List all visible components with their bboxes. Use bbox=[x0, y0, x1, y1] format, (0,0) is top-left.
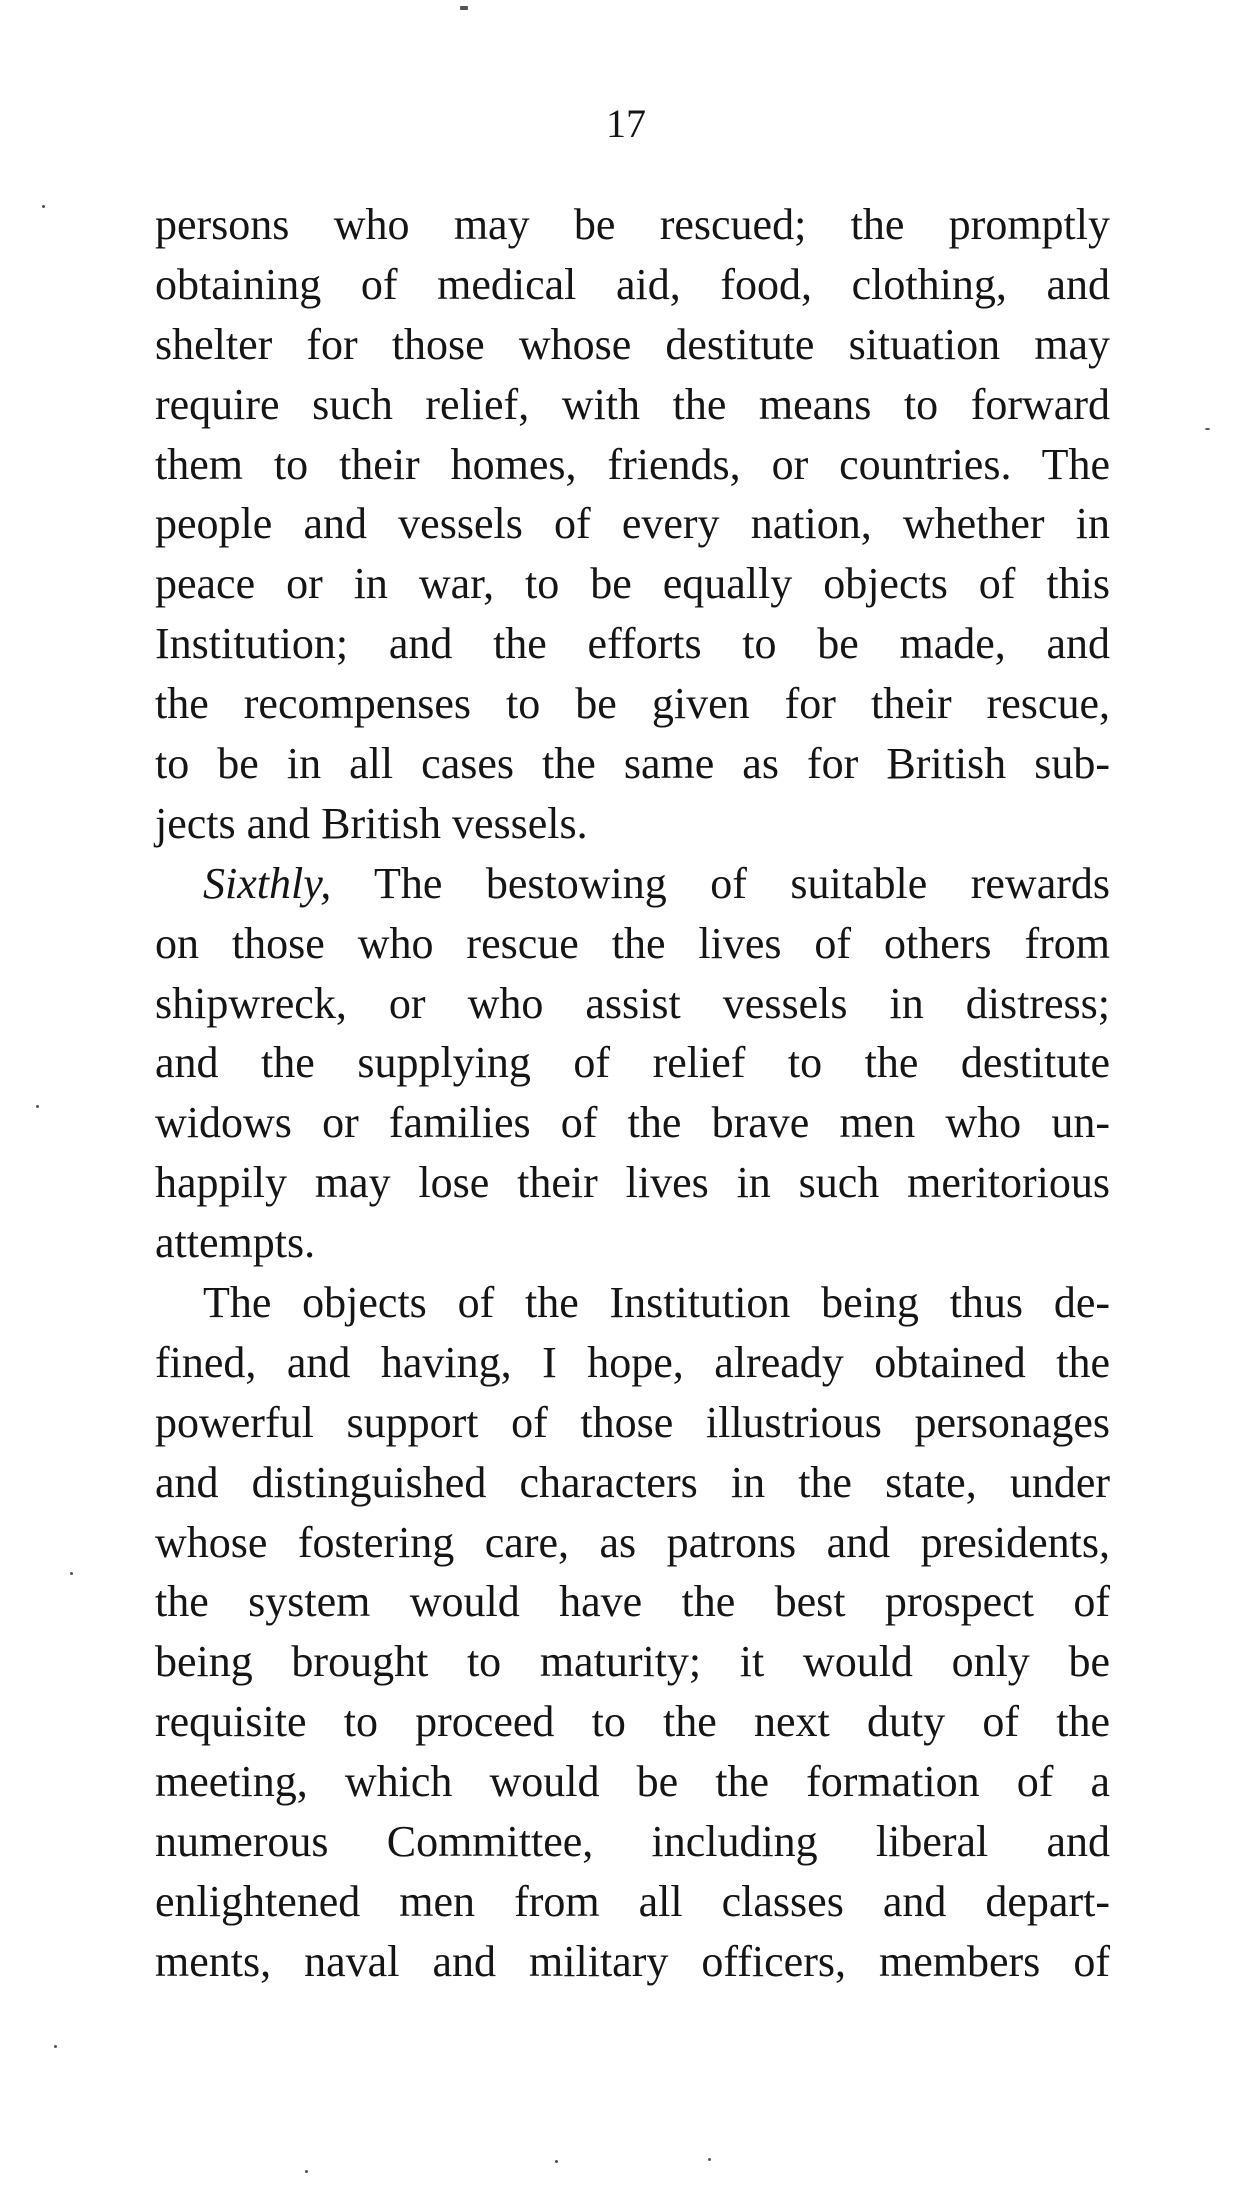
text-line: peace or in war, to be equally objects of this bbox=[155, 559, 1110, 609]
text-line: to be in all cases the same as for British sub- bbox=[155, 739, 1110, 789]
text-line: the recompenses to be given for their rescue, bbox=[155, 679, 1110, 729]
text-line: widows or families of the brave men who un- bbox=[155, 1098, 1110, 1148]
text-line: The objects of the Institution being thus de- bbox=[203, 1278, 1110, 1328]
text-line: happily may lose their lives in such meritorious bbox=[155, 1158, 1110, 1208]
text-line: fined, and having, I hope, already obtained the bbox=[155, 1337, 1110, 1387]
italic-heading-word: Sixthly, bbox=[203, 858, 332, 908]
text-line: persons who may be rescued; the promptly bbox=[155, 200, 1110, 249]
scan-speck bbox=[36, 1105, 39, 1108]
text-line: Institution; and the efforts to be made, and bbox=[155, 619, 1110, 669]
text-line: jects and British vessels. bbox=[155, 798, 588, 848]
text-line: on those who rescue the lives of others from bbox=[155, 918, 1110, 968]
text-line: numerous Committee, including liberal and bbox=[155, 1817, 1110, 1867]
text-line: require such relief, with the means to forward bbox=[155, 379, 1110, 429]
scan-speck bbox=[555, 2160, 558, 2163]
scan-speck bbox=[42, 205, 45, 208]
scan-speck bbox=[70, 1572, 73, 1575]
scan-speck bbox=[305, 2170, 308, 2173]
text-line: shipwreck, or who assist vessels in distress; bbox=[155, 978, 1110, 1028]
text-line: and distinguished characters in the state, under bbox=[155, 1457, 1110, 1507]
text-line: powerful support of those illustrious personages bbox=[155, 1397, 1110, 1447]
text-run: The bestowing of suitable rewards bbox=[331, 858, 1110, 908]
scan-speck bbox=[54, 2045, 57, 2048]
text-line bbox=[155, 854, 1110, 914]
text-line: meeting, which would be the formation of a bbox=[155, 1757, 1110, 1807]
scan-speck bbox=[708, 2158, 711, 2161]
text-line: and the supplying of relief to the destitute bbox=[155, 1038, 1110, 1088]
body-text bbox=[155, 195, 1110, 1992]
text-line: ments, naval and military officers, members of bbox=[155, 1936, 1110, 1986]
text-line: people and vessels of every nation, whether in bbox=[155, 499, 1110, 549]
text-line: shelter for those whose destitute situation may bbox=[155, 319, 1110, 369]
text-line: them to their homes, friends, or countries. The bbox=[155, 439, 1110, 489]
text-line: the system would have the best prospect of bbox=[155, 1577, 1110, 1627]
text-line: attempts. bbox=[155, 1218, 316, 1268]
text-line: enlightened men from all classes and depart- bbox=[155, 1876, 1110, 1926]
scan-speck bbox=[460, 6, 468, 10]
text-line: being brought to maturity; it would only be bbox=[155, 1637, 1110, 1687]
text-line: obtaining of medical aid, food, clothing, and bbox=[155, 259, 1110, 309]
page-number: 17 bbox=[606, 101, 646, 146]
scan-speck bbox=[1205, 428, 1210, 430]
text-line: requisite to proceed to the next duty of the bbox=[155, 1697, 1110, 1747]
text-line: whose fostering care, as patrons and presidents, bbox=[155, 1517, 1110, 1567]
